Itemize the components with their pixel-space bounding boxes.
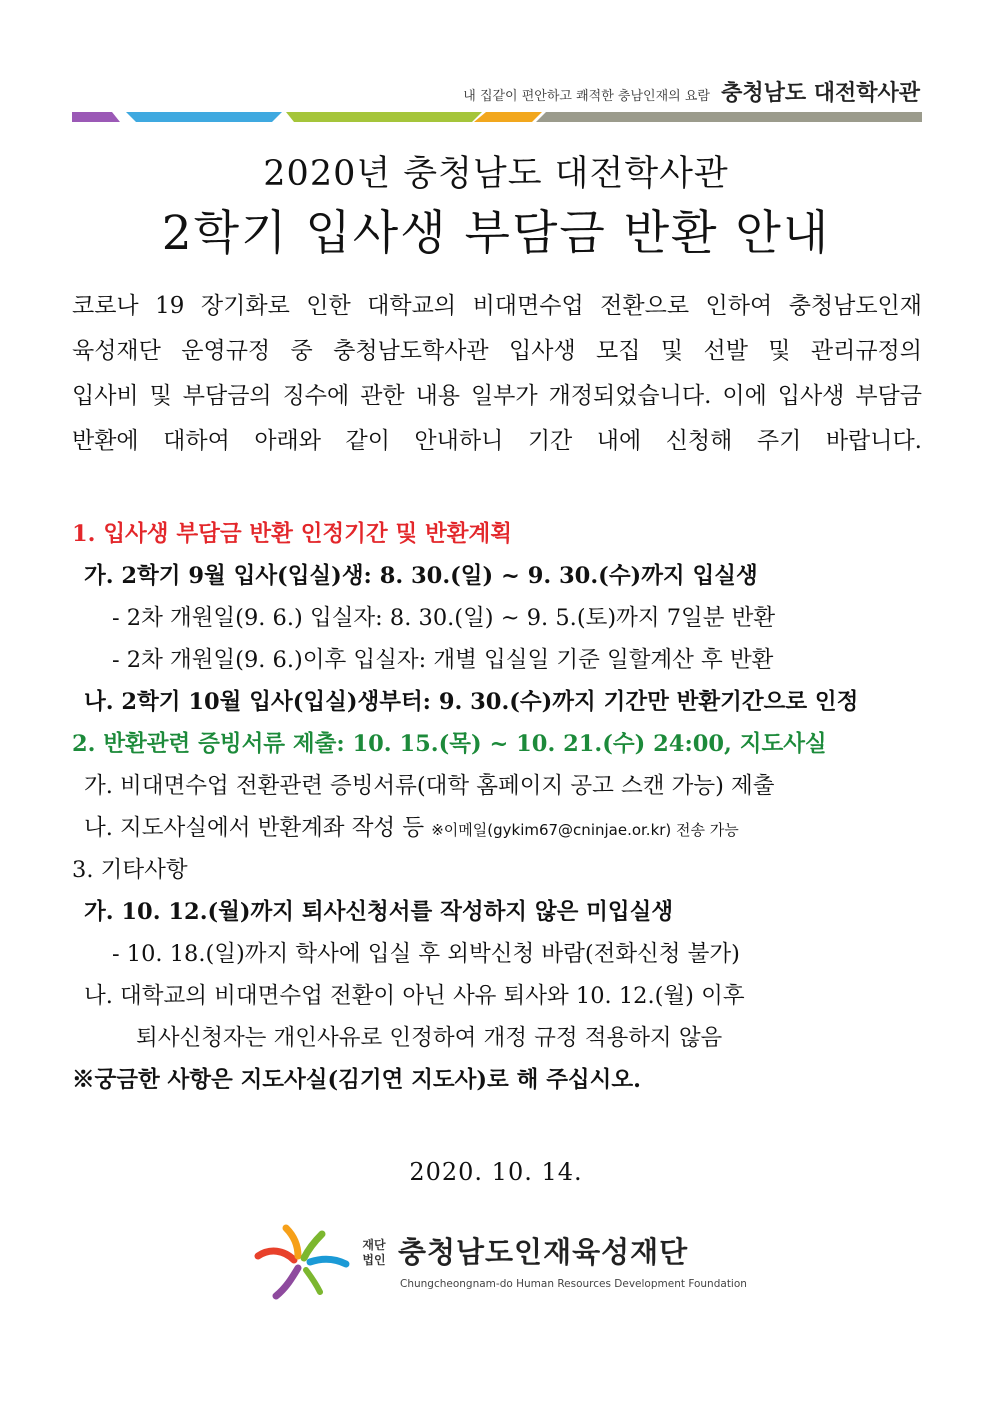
section-3-item-b-line-1: 나. 대학교의 비대면수업 전환이 아닌 사유 퇴사와 10. 12.(월) 이후 xyxy=(84,983,745,1009)
badge-line-2: 법인 xyxy=(362,1253,386,1267)
section-3-item-a-sub-1: - 10. 18.(일)까지 학사에 입실 후 외박신청 바람(전화신청 불가) xyxy=(112,941,740,967)
emblem-stroke-blue xyxy=(310,1259,346,1264)
section-1-item-a: 가. 2학기 9월 입사(입실)생: 8. 30.(일) ~ 9. 30.(수)까지 입실생 xyxy=(84,563,758,589)
notice-list xyxy=(72,513,932,1101)
intro-line: 입사비 및 부담금의 징수에 관한 내용 일부가 개정되었습니다. 이에 입사생 부담금 xyxy=(72,383,922,409)
foundation-english-name: Chungcheongnam-do Human Resources Development Foundation xyxy=(400,1278,747,1290)
section-1-title: 1. 입사생 부담금 반환 인정기간 및 반환계획 xyxy=(72,521,512,547)
section-2-item-a: 가. 비대면수업 전환관련 증빙서류(대학 홈페이지 공고 스캔 가능) 제출 xyxy=(84,773,775,799)
section-1-item-a-sub-1: - 2차 개원일(9. 6.) 입실자: 8. 30.(일) ~ 9. 5.(토)까지 7일분 반환 xyxy=(112,605,776,631)
section-3-item-b-line-2: 퇴사신청자는 개인사유로 인정하여 개정 규정 적용하지 않음 xyxy=(136,1025,723,1051)
emblem-stroke-green-small xyxy=(306,1270,320,1292)
intro-line: 코로나 19 장기화로 인한 대학교의 비대면수업 전환으로 인하여 충청남도인재 xyxy=(72,293,922,319)
foundation-badge xyxy=(356,1238,392,1268)
section-2-title: 2. 반환관련 증빙서류 제출: 10. 15.(목) ~ 10. 21.(수) 24:00, 지도사실 xyxy=(72,731,827,757)
color-bar-segment-blue xyxy=(126,112,282,122)
badge-line-1: 재단 xyxy=(362,1238,386,1252)
section-3-item-a: 가. 10. 12.(월)까지 퇴사신청서를 작성하지 않은 미입실생 xyxy=(84,899,674,925)
emblem-stroke-green xyxy=(304,1234,322,1258)
emblem-stroke-red xyxy=(258,1251,294,1260)
header-slogan: 내 집같이 편안하고 쾌적한 충남인재의 요람 xyxy=(463,89,710,104)
foundation-logo xyxy=(248,1222,748,1302)
color-bar-segment-green xyxy=(286,112,482,122)
header-color-bar xyxy=(72,108,922,126)
foundation-name: 충청남도인재육성재단 xyxy=(398,1235,689,1269)
intro-line: 반환에 대하여 아래와 같이 안내하니 기간 내에 신청해 주기 바랍니다. xyxy=(72,428,922,454)
color-bar-segment-orange xyxy=(474,112,542,122)
inquiry-note: ※궁금한 사항은 지도사실(김기연 지도사)로 해 주십시오. xyxy=(72,1067,641,1093)
color-bar-segment-gray xyxy=(536,112,922,122)
title-line-1: 2020년 충청남도 대전학사관 xyxy=(263,154,729,194)
intro-line: 육성재단 운영규정 중 충청남도학사관 입사생 모집 및 선발 및 관리규정의 xyxy=(72,338,922,364)
title-line-2: 2학기 입사생 부담금 반환 안내 xyxy=(161,206,831,261)
color-bar-segment-purple xyxy=(72,112,120,122)
section-1-item-b: 나. 2학기 10월 입사(입실)생부터: 9. 30.(수)까지 기간만 반환기간으로 인정 xyxy=(84,689,859,715)
intro-paragraph xyxy=(72,284,922,464)
header-org-name: 충청남도 대전학사관 xyxy=(721,81,920,106)
email-note: ※이메일(gykim67@cninjae.or.kr) 전송 가능 xyxy=(431,821,739,839)
section-1-item-a-sub-2: - 2차 개원일(9. 6.)이후 입실자: 개별 입실일 기준 일할계산 후 반환 xyxy=(112,647,774,673)
emblem-stroke-purple xyxy=(276,1268,298,1296)
section-2-item-b xyxy=(72,807,932,849)
header-tagline xyxy=(463,76,920,107)
foundation-emblem-icon xyxy=(248,1222,352,1302)
section-2-item-b-text: 나. 지도사실에서 반환계좌 작성 등 xyxy=(84,815,425,841)
section-3-title: 3. 기타사항 xyxy=(72,857,188,883)
document-date: 2020. 10. 14. xyxy=(409,1158,583,1186)
